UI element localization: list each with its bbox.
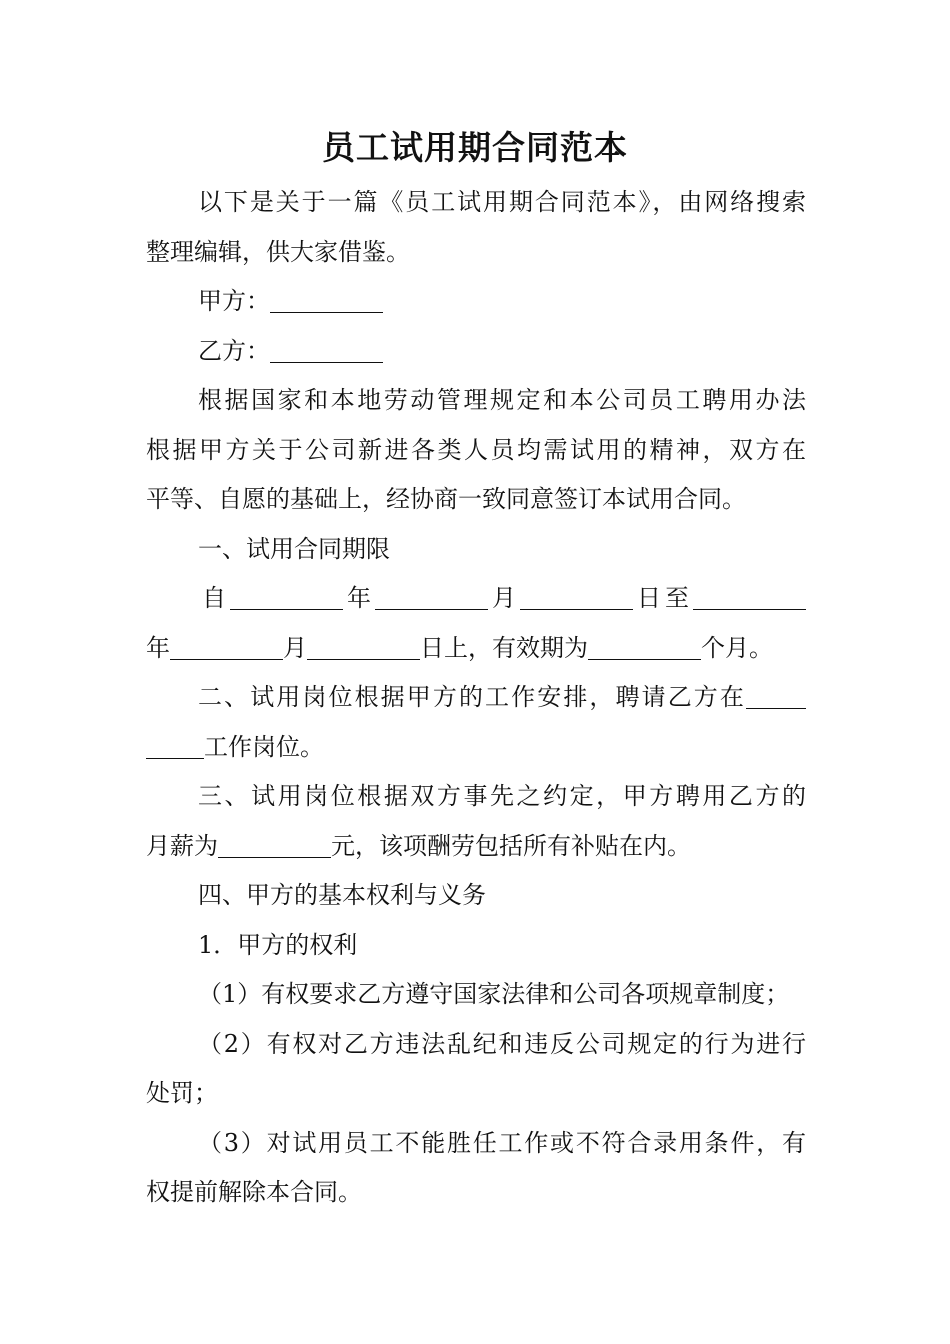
term-month: 月 (488, 584, 520, 612)
section-4-heading: 四、甲方的基本权利与义务 (198, 881, 486, 909)
right-item-2-line-1: （2）有权对乙方违法乱纪和违反公司规定的行为进行 (198, 1029, 806, 1058)
party-b-blank[interactable] (270, 336, 383, 363)
start-year-blank[interactable] (230, 583, 343, 610)
term-line-2 (146, 624, 806, 674)
document-title: 员工试用期合同范本 (322, 128, 628, 167)
start-day-blank[interactable] (520, 583, 633, 610)
term-year-2: 年 (146, 633, 170, 662)
right-item-3-line-1: （3）对试用员工不能胜任工作或不符合录用条件，有 (198, 1128, 806, 1157)
basis-line-3: 平等、自愿的基础上，经协商一致同意签订本试用合同。 (146, 485, 746, 513)
section-2-line-1 (146, 673, 806, 723)
right-item-1: （1）有权要求乙方遵守国家法律和公司各项规章制度； (198, 980, 790, 1008)
term-day-to: 日至 (633, 584, 693, 612)
right-item-2-line-2: 处罚； (146, 1079, 218, 1107)
intro-line-2: 整理编辑，供大家借鉴。 (146, 237, 410, 266)
party-b-line (146, 327, 806, 377)
term-month-2: 月 (283, 633, 307, 662)
section-2-text: 二、试用岗位根据甲方的工作安排，聘请乙方在 (198, 683, 746, 711)
term-line-1 (146, 574, 806, 624)
section-3-line-2 (146, 822, 806, 872)
intro-line-1: 以下是关于一篇《员工试用期合同范本》，由网络搜索 (198, 188, 806, 216)
salary-blank[interactable] (218, 831, 331, 858)
term-day-on: 日上，有效期为 (420, 633, 588, 662)
term-months: 个月。 (701, 633, 773, 662)
party-b-label: 乙方： (198, 336, 270, 365)
salary-prefix: 月薪为 (146, 831, 218, 860)
basis-line-1: 根据国家和本地劳动管理规定和本公司员工聘用办法 (198, 386, 806, 414)
position-blank-part-1[interactable] (746, 682, 806, 709)
section-3-line-1: 三、试用岗位根据双方事先之约定，甲方聘用乙方的 (198, 782, 806, 810)
end-month-blank[interactable] (170, 633, 283, 660)
section-1-heading: 一、试用合同期限 (198, 534, 390, 563)
party-a-blank[interactable] (270, 286, 383, 313)
section-2-line-2 (146, 723, 806, 773)
document-body (146, 178, 806, 1218)
salary-suffix: 元，该项酬劳包括所有补贴在内。 (331, 831, 691, 860)
basis-line-2: 根据甲方关于公司新进各类人员均需试用的精神，双方在 (146, 435, 806, 464)
end-day-blank[interactable] (307, 633, 420, 660)
party-a-label: 甲方： (198, 287, 270, 315)
duration-months-blank[interactable] (588, 633, 701, 660)
party-a-rights-heading: 1．甲方的权利 (198, 930, 358, 959)
term-year: 年 (343, 584, 375, 612)
right-item-3-line-2: 权提前解除本合同。 (146, 1178, 362, 1206)
section-2-suffix: 工作岗位。 (204, 732, 324, 761)
party-a-line (146, 277, 806, 327)
start-month-blank[interactable] (375, 583, 488, 610)
term-from: 自 (202, 584, 230, 612)
end-year-blank[interactable] (693, 583, 806, 610)
position-blank-part-2[interactable] (146, 732, 204, 759)
